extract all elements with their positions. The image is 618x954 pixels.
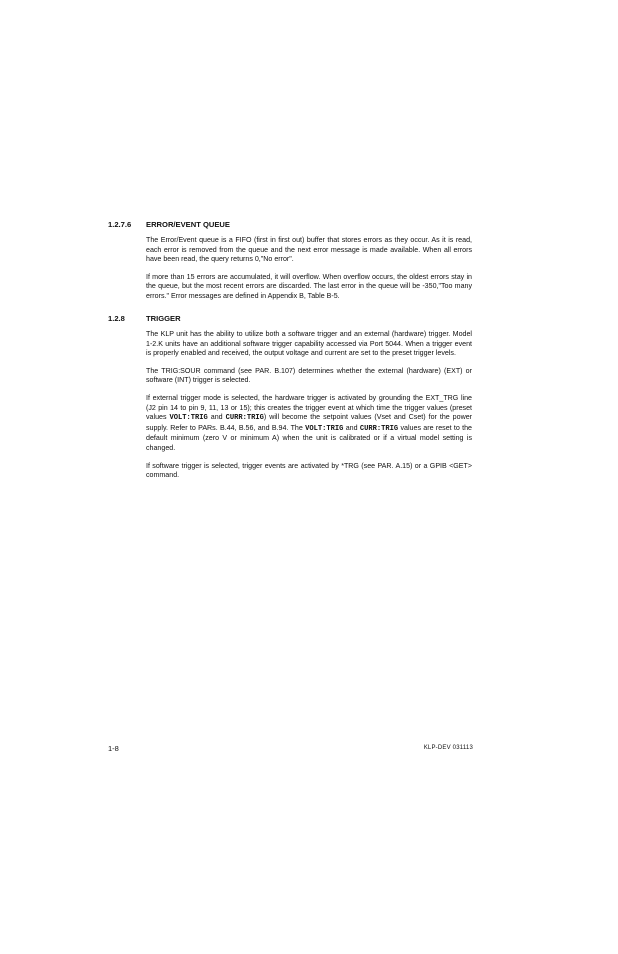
paragraph: The TRIG:SOUR command (see PAR. B.107) determines whether the external (hardware) (EXT) or software (INT) trigger is selected. [146,366,472,385]
text-run: and [207,413,226,422]
section-heading [108,314,488,324]
paragraph: If software trigger is selected, trigger events are activated by *TRG (see PAR. A.15) or a GPIB <GET> command. [146,461,472,480]
text-run: If external trigger mode is selected, the hardware trigger is activated by grounding the EXT_TRG line (J2 pin 14 to pin 9, 11, 13 or 15); this creates the trigger event at which time the trigger values (preset values [146,393,472,422]
section-number: 1.2.7.6 [108,220,132,229]
page-number: 1-8 [108,744,119,753]
code-volt-trig: VOLT:TRIG [169,414,208,423]
paragraph [146,394,472,454]
section-heading [108,220,488,230]
section-trigger [108,314,488,481]
section-title: ERROR/EVENT QUEUE [146,220,230,229]
text-run: values are reset to the default minimum (zero V or minimum A) when the unit is calibrated or if a virtual model setting is changed. [146,423,472,452]
paragraph: The Error/Event queue is a FIFO (first in first out) buffer that stores errors as they occur. As it is read, each error is removed from the queue and the next error message is made available. When all errors have been read, the query returns 0,"No error". [146,236,472,264]
document-id: KLP-DEV 031113 [423,745,473,751]
paragraph: If more than 15 errors are accumulated, it will overflow. When overflow occurs, the oldest errors stay in the queue, but the most recent errors are discarded. The last error in the queue will be -350,"Too many errors." Error messages are defined in Appendix B, Table B-5. [146,272,472,300]
text-run: and [343,423,360,432]
code-volt-trig: VOLT:TRIG [305,424,344,433]
text-run: ) will become the setpoint values (Vset and Cset) for the power supply. Refer to PARs. B.44, B.56, and B.94. The [146,413,472,432]
section-title: TRIGGER [146,314,181,323]
code-curr-trig: CURR:TRIG [225,414,264,423]
code-curr-trig: CURR:TRIG [359,424,399,433]
section-number: 1.2.8 [108,314,125,323]
section-error-event-queue [108,220,488,302]
paragraph: The KLP unit has the ability to utilize both a software trigger and an external (hardware) trigger. Model 1-2.K units have an additional software trigger capability accessed via Port 5044. When a trigger event is properly enabled and received, the output voltage and current are set to the preset trigger levels. [146,330,472,358]
